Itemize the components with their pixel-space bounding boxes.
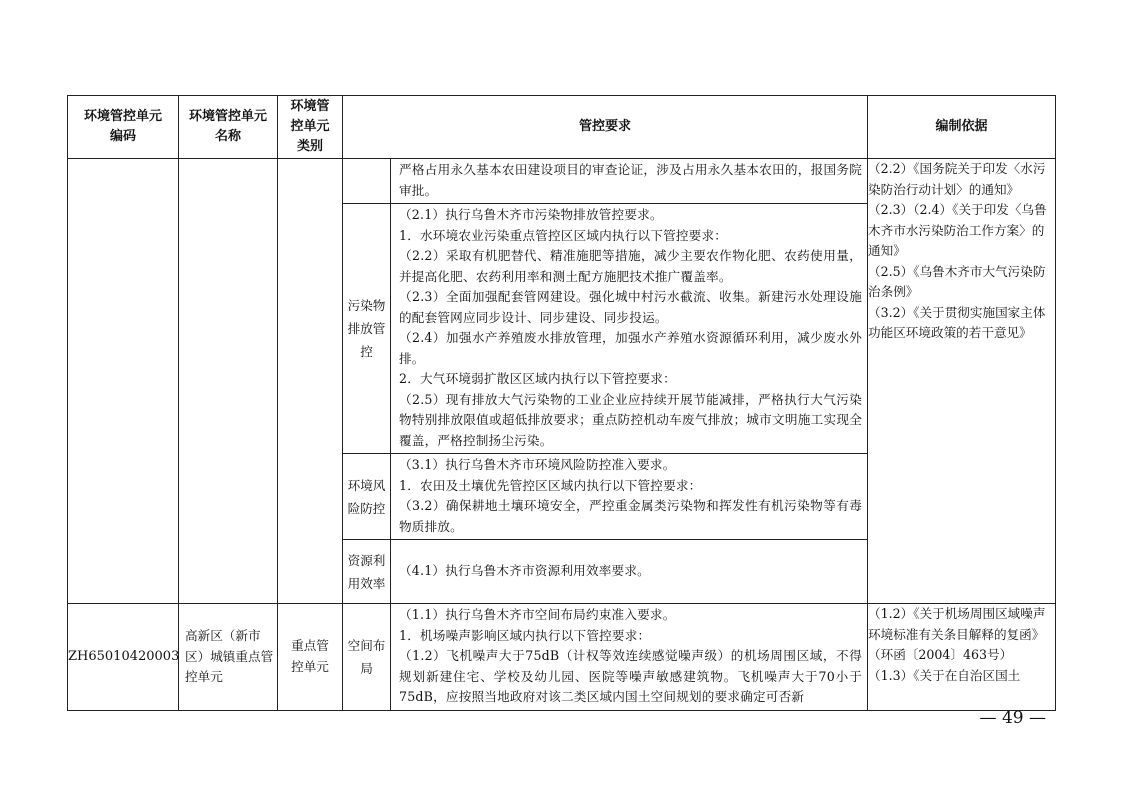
category-spatial: 空间布局	[343, 604, 391, 711]
unit-type: 重点管控单元	[278, 604, 343, 711]
text-line: （2.3）全面加强配套管网建设。强化城中村污水截流、收集。新建污水处理设施的配套管网应同步设计、同步建设、同步投运。	[399, 289, 863, 325]
text-line: （4.1）执行乌鲁木齐市资源利用效率要求。	[399, 562, 650, 578]
header-unit-name: 环境管控单元名称	[179, 96, 278, 159]
requirements-text	[391, 159, 867, 203]
table-header-row	[68, 96, 1056, 159]
unit-name: 高新区（新市区）城镇重点管控单元	[179, 604, 278, 711]
requirements-text	[391, 204, 867, 453]
text-line: （1.3）《关于在自治区国土	[868, 667, 1021, 683]
header-unit-code: 环境管控单元编码	[68, 96, 179, 159]
text-line: 2．大气环境弱扩散区区域内执行以下管控要求：	[399, 371, 676, 386]
category-cell	[343, 159, 391, 204]
header-unit-type: 环境管控单元类别	[278, 96, 343, 159]
page-number: — 49 —	[979, 708, 1046, 728]
text-line: （2.4）加强水产养殖废水排放管理，加强水产养殖水资源循环利用，减少废水外排。	[399, 330, 863, 366]
requirements-cell	[391, 204, 868, 454]
requirements-cell	[391, 604, 868, 711]
text-line: 1．机场噪声影响区域内执行以下管控要求：	[399, 627, 651, 643]
text-line: 1．水环境农业污染重点管控区区域内执行以下管控要求：	[399, 227, 728, 243]
requirements-text	[391, 560, 867, 584]
text-line: 严格占用永久基本农田建设项目的审查论证，涉及占用永久基本农田的，报国务院审批。	[399, 162, 863, 198]
unit-code: ZH65010420003	[68, 604, 179, 711]
text-line: （2.2）《国务院关于印发〈水污染防治行动计划〉的通知》	[868, 161, 1046, 197]
text-line: （1.2）飞机噪声大于75dB（计权等效连续感觉噪声级）的机场周围区域，不得规划新建住宅、学校及幼儿园、医院等噪声敏感建筑物。飞机噪声大于70小于75dB，应按照当地政府对该二类区域内国土空间规划的要求确定可否新	[399, 648, 863, 704]
text-line: （3.2）确保耕地土壤环境安全，严控重金属类污染物和挥发性有机污染物等有毒物质排放。	[399, 498, 863, 534]
header-requirements: 管控要求	[343, 96, 868, 159]
requirements-text	[391, 454, 867, 539]
basis-text	[868, 159, 1055, 344]
text-line: （3.1）执行乌鲁木齐市环境风险防控准入要求。	[399, 457, 676, 472]
unit-name-cell	[179, 159, 278, 604]
text-line: 1．农田及土壤优先管控区区域内执行以下管控要求：	[399, 477, 702, 493]
text-line: （3.2）《关于贯彻实施国家主体功能区环境政策的若干意见》	[868, 304, 1046, 340]
text-line: （2.5）《乌鲁木齐市大气污染防治条例》	[868, 263, 1046, 299]
category-pollution: 污染物排放管控	[343, 204, 391, 454]
text-line: （2.3）（2.4）《关于印发〈乌鲁木齐市水污染防治工作方案〉的通知》	[868, 202, 1047, 258]
basis-text	[868, 604, 1055, 686]
requirements-text	[391, 604, 867, 710]
header-basis: 编制依据	[868, 96, 1056, 159]
table-row	[68, 604, 1056, 711]
text-line: （2.2）采取有机肥替代、精准施肥等措施，减少主要农作物化肥、农药使用量，并提高化肥、农药利用率和测土配方施肥技术推广覆盖率。	[399, 248, 863, 284]
text-line: （2.5）现有排放大气污染物的工业企业应持续开展节能减排，严格执行大气污染物特别排放限值或超低排放要求；重点防控机动车废气排放；城市文明施工实现全覆盖，严格控制扬尘污染。	[399, 391, 863, 448]
requirements-cell	[391, 159, 868, 204]
text-line: （2.1）执行乌鲁木齐市污染物排放管控要求。	[399, 207, 663, 222]
category-risk: 环境风险防控	[343, 454, 391, 540]
text-line: （1.2）《关于机场周围区域噪声环境标准有关条目解释的复函》（环函〔2004〕463号）	[868, 606, 1046, 662]
text-line: （1.1）执行乌鲁木齐市空间布局约束准入要求。	[399, 607, 676, 622]
basis-cell	[868, 604, 1056, 711]
control-requirements-table	[67, 95, 1056, 711]
table-row	[68, 159, 1056, 204]
requirements-cell	[391, 540, 868, 604]
basis-cell	[868, 159, 1056, 604]
requirements-cell	[391, 454, 868, 540]
unit-code-cell	[68, 159, 179, 604]
unit-type-cell	[278, 159, 343, 604]
category-resource: 资源利用效率	[343, 540, 391, 604]
